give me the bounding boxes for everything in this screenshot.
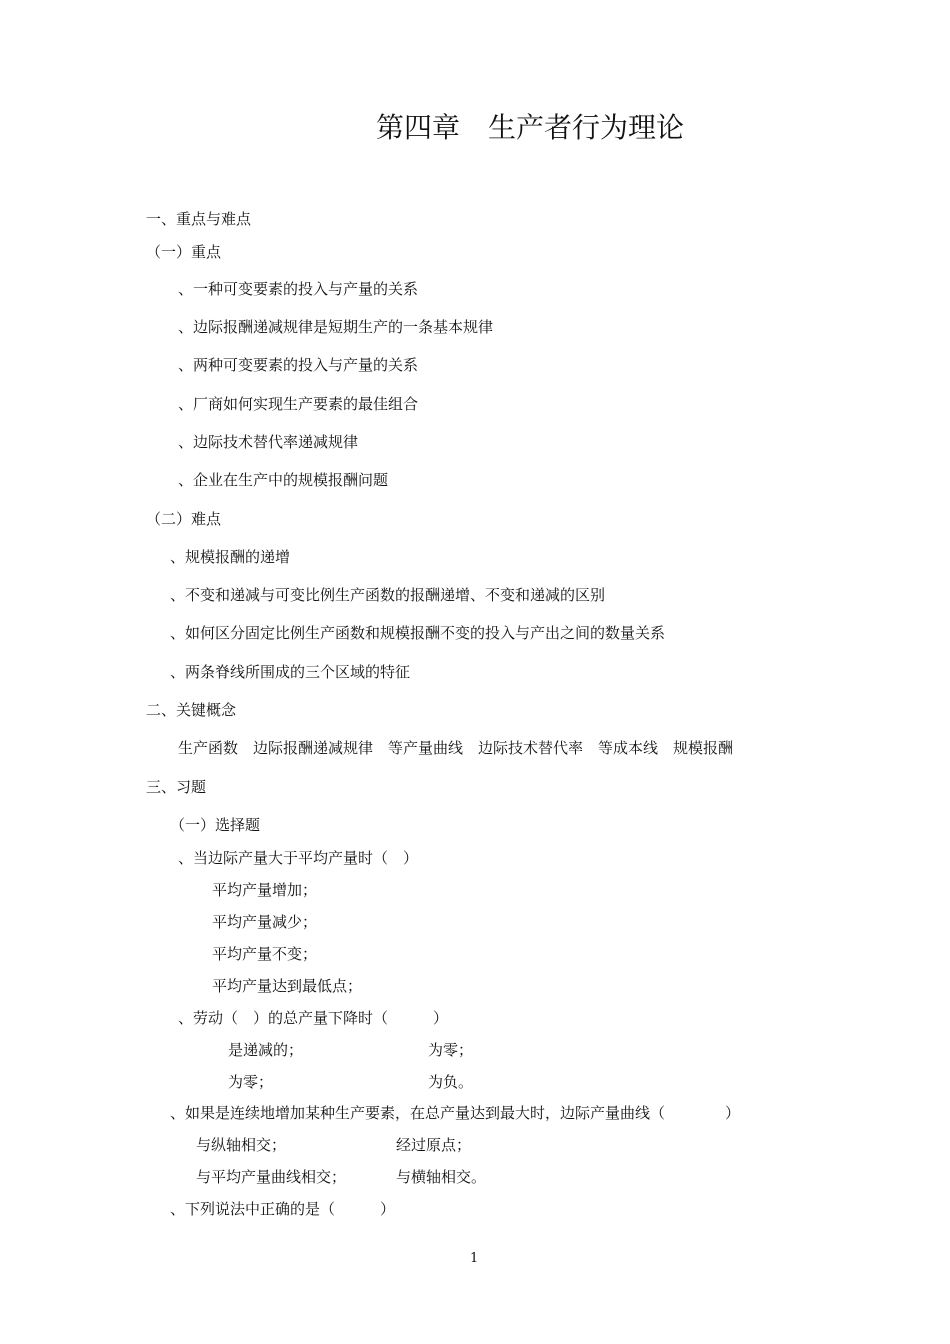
question-option: 是递减的； [228, 1041, 304, 1059]
question-option: 与横轴相交。 [396, 1168, 487, 1186]
question-option: 平均产量不变； [212, 945, 318, 963]
question-option: 平均产量增加； [212, 881, 318, 899]
list-item: 、一种可变要素的投入与产量的关系 [178, 280, 419, 298]
question-option: 为零； [428, 1041, 474, 1059]
section-heading-2: 二、关键概念 [146, 701, 237, 719]
list-item: 、不变和递减与可变比例生产函数的报酬递增、不变和递减的区别 [170, 586, 606, 604]
list-item: 、两条脊线所围成的三个区域的特征 [170, 663, 411, 681]
question-stem: 、当边际产量大于平均产量时（ ） [178, 849, 419, 867]
question-stem: 、如果是连续地增加某种生产要素，在总产量达到最大时，边际产量曲线（ ） [170, 1104, 741, 1122]
list-item: 、企业在生产中的规模报酬问题 [178, 471, 389, 489]
subsection-heading-difficult-points: （二）难点 [146, 510, 222, 528]
list-item: 、边际技术替代率递减规律 [178, 433, 359, 451]
key-concepts-list: 生产函数 边际报酬递减规律 等产量曲线 边际技术替代率 等成本线 规模报酬 [178, 739, 734, 757]
question-stem: 、劳动（ ）的总产量下降时（ ） [178, 1009, 449, 1027]
question-option: 为负。 [428, 1073, 474, 1091]
question-option: 经过原点； [396, 1136, 472, 1154]
chapter-title: 第四章 生产者行为理论 [376, 111, 685, 144]
question-stem: 、下列说法中正确的是（ ） [170, 1200, 396, 1218]
section-heading-3: 三、习题 [146, 778, 207, 796]
question-option: 平均产量达到最低点； [212, 977, 363, 995]
subsection-heading-key-points: （一）重点 [146, 243, 222, 261]
section-heading-1: 一、重点与难点 [146, 210, 252, 228]
question-option: 与纵轴相交； [196, 1136, 287, 1154]
question-option: 为零； [228, 1073, 274, 1091]
list-item: 、两种可变要素的投入与产量的关系 [178, 356, 419, 374]
subsection-heading-multiple-choice: （一）选择题 [170, 816, 261, 834]
list-item: 、厂商如何实现生产要素的最佳组合 [178, 395, 419, 413]
question-option: 平均产量减少； [212, 913, 318, 931]
list-item: 、规模报酬的递增 [170, 548, 291, 566]
question-option: 与平均产量曲线相交； [196, 1168, 347, 1186]
page-number: 1 [470, 1251, 479, 1266]
list-item: 、边际报酬递减规律是短期生产的一条基本规律 [178, 318, 494, 336]
list-item: 、如何区分固定比例生产函数和规模报酬不变的投入与产出之间的数量关系 [170, 624, 666, 642]
